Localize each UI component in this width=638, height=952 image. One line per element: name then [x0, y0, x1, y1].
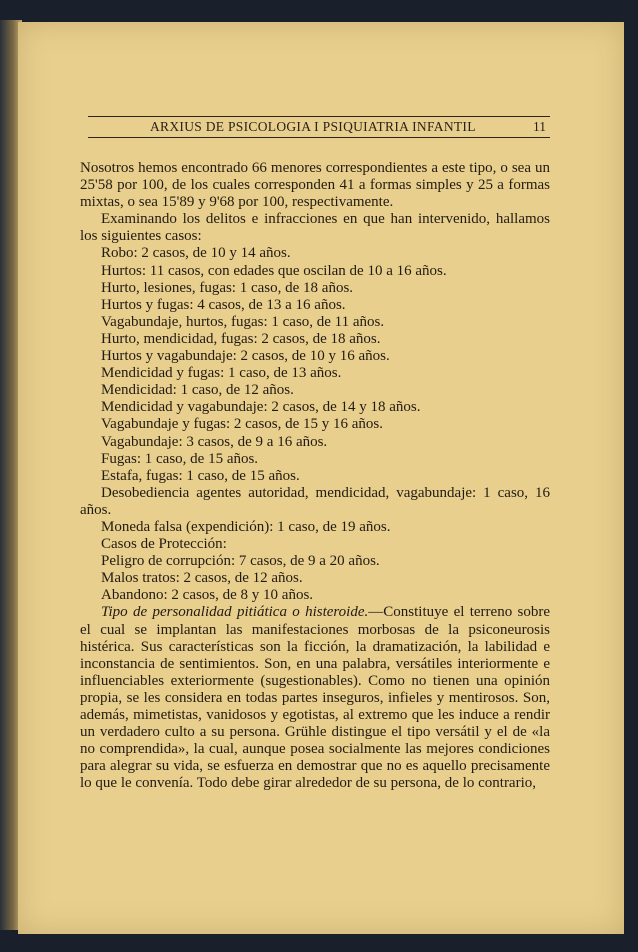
- case-item-desobediencia: Desobediencia agentes autoridad, mendicidad, vagabundaje: 1 caso, 16 años.: [80, 484, 550, 518]
- case-item: Vagabundaje y fugas: 2 casos, de 15 y 16 años.: [101, 416, 384, 433]
- case-item: Mendicidad: 1 caso, de 12 años.: [101, 382, 294, 399]
- personality-type-body: —Constituye el terreno sobre el cual se implantan las manifestaciones morbosas de la psiconeurosis histérica. Sus características son la ficción, la dramatización, la labilidad e inconstancia de sentimientos. Son, en una palabra, versátiles interiormente e influenciables exteriormente (sugestionables). Como no tienen una opinión propia, se les considera en todas partes inseguros, infieles y mentirosos. Son, además, mimetistas, vanidosos y egotistas, al extremo que les induce a rendir un verdadero culto a su persona. Grühle distingue el tipo versátil y el de «la no comprendida», la cual, aunque posea socialmente las mejores condiciones para alegrar su vida, se esfuerza en demostrar que no es aquello precisamente lo que le convenía. Todo debe girar alrededor de su persona, de lo contrario,: [80, 604, 550, 792]
- case-item: Robo: 2 casos, de 10 y 14 años.: [101, 245, 291, 262]
- case-item: Hurto, mendicidad, fugas: 2 casos, de 18 años.: [101, 330, 381, 347]
- personality-type-heading: Tipo de personalidad pitiática o histeroide.: [101, 604, 369, 621]
- running-header: [88, 116, 550, 138]
- paragraph-personality-type: [80, 604, 550, 792]
- case-item: Hurtos: 11 casos, con edades que oscilan de 10 a 16 años.: [101, 262, 447, 279]
- paragraph-intro: Nosotros hemos encontrado 66 menores correspondientes a este tipo, o sea un 25'58 por 100, de los cuales corresponden 41 a formas simples y 25 a formas mixtas, o sea 15'89 y 9'68 por 100, respectivamente.: [80, 160, 550, 211]
- paragraph-cases-intro: Examinando los delitos e infracciones en que han intervenido, hallamos los siguientes casos:: [80, 211, 550, 245]
- case-item: Hurtos y vagabundaje: 2 casos, de 10 y 16 años.: [101, 348, 390, 365]
- page-number: 11: [533, 119, 546, 134]
- journal-title: ARXIUS DE PSICOLOGIA I PSIQUIATRIA INFANTIL: [150, 119, 476, 134]
- case-item: Abandono: 2 casos, de 8 y 10 años.: [101, 587, 314, 604]
- case-item: Mendicidad y fugas: 1 caso, de 13 años.: [101, 365, 342, 382]
- case-item: Malos tratos: 2 casos, de 12 años.: [101, 570, 303, 587]
- case-item: Hurtos y fugas: 4 casos, de 13 a 16 años.: [101, 296, 346, 313]
- case-item: Mendicidad y vagabundaje: 2 casos, de 14 y 18 años.: [101, 399, 421, 416]
- case-item: Vagabundaje, hurtos, fugas: 1 caso, de 11 años.: [101, 313, 385, 330]
- section-subheading: Casos de Protección:: [101, 536, 227, 553]
- case-item: Estafa, fugas: 1 caso, de 15 años.: [101, 467, 300, 484]
- case-item: Moneda falsa (expendición): 1 caso, de 19 años.: [101, 518, 391, 535]
- case-item: Hurto, lesiones, fugas: 1 caso, de 18 años.: [101, 279, 354, 296]
- case-item: Peligro de corrupción: 7 casos, de 9 a 20 años.: [101, 553, 380, 570]
- case-item: Vagabundaje: 3 casos, de 9 a 16 años.: [101, 433, 328, 450]
- case-item: Fugas: 1 caso, de 15 años.: [101, 450, 259, 467]
- body-text: [80, 160, 550, 792]
